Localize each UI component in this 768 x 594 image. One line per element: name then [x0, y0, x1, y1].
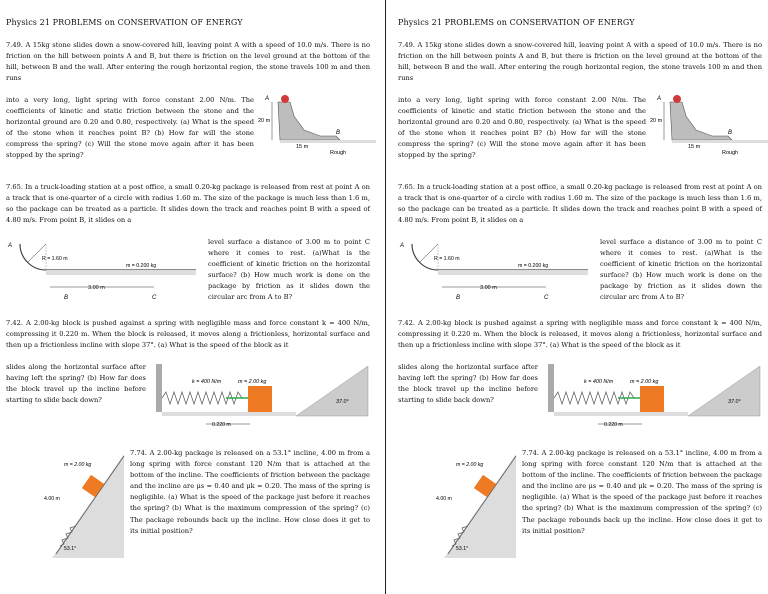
compression-label-copy: 0.220 m — [604, 422, 623, 428]
track-point-c: C — [152, 295, 157, 301]
hill-height-label: 20 m — [258, 118, 271, 124]
problem-7-49-text: 7.49. A 15kg stone slides down a snow-covered hill, leaving point A with a speed of 10.0 m/s. There is no friction on the hill between points A and B, but there is friction on the level ground at the bottom of the hill, between B and the wall. After entering the rough horizontal region, the stone travels 100 m and then runs — [6, 41, 370, 83]
track-point-b-copy: B — [456, 295, 461, 301]
compression-label: 0.220 m — [212, 422, 231, 428]
track-point-a: A — [8, 243, 13, 249]
block-mass-label-copy: m = 2.00 kg — [630, 379, 659, 385]
spring-incline-figure-copy — [544, 358, 762, 432]
hill-shape — [278, 102, 340, 140]
spring-constant-label-copy: k = 400 N/m — [584, 379, 614, 385]
circular-track-figure — [6, 238, 206, 303]
problem-7-74-text: 7.74. A 2.00-kg package is released on a 53.1° incline, 4.00 m from a long spring with force constant 120 N/m that is attached at the bottom of the incline. The coefficients of friction between the package and the incline are μs = 0.40 and μk = 0.20. The mass of the spring is negligible. (a) What is the speed of the package just before it reaches the spring? (b) What is the maximum compression of the spring? (c) The package rebounds back up the incline. How close does it get to its initial position? — [130, 449, 370, 535]
incline-angle-label-copy: 37.0° — [728, 399, 741, 405]
package-mass-label-2-copy: m = 2.00 kg — [456, 462, 484, 468]
track-floor — [46, 270, 196, 275]
problem-7-74-text-copy: 7.74. A 2.00-kg package is released on a 53.1° incline, 4.00 m from a long spring with force constant 120 N/m that is attached at the bottom of the incline. The coefficients of friction between the package and the incline are μs = 0.40 and μk = 0.20. The mass of the spring is negligible. (a) What is the speed of the package just before it reaches the spring? (b) What is the maximum compression of the spring? (c) The package rebounds back up the incline. How close does it get to its initial position? — [522, 449, 762, 535]
hill-height-label-copy: 20 m — [650, 118, 663, 124]
problem-7-49-text-copy: 7.49. A 15kg stone slides down a snow-covered hill, leaving point A with a speed of 10.0 m/s. There is no friction on the hill between points A and B, but there is friction on the level ground at the bottom of the hill, between B and the wall. After entering the rough horizontal region, the stone travels 100 m and then runs — [398, 41, 762, 83]
circular-track-figure-copy — [398, 238, 598, 303]
problem-7-42-side-text-copy: slides along the horizontal surface after having left the spring? (b) How far does the block travel up the incline before starting to slide back down? — [398, 363, 538, 405]
stone-hill-figure-copy — [650, 90, 768, 160]
package-mass-label-copy: m = 0.200 kg — [518, 263, 549, 269]
slope-angle-label: 53.1° — [64, 546, 77, 552]
page-header: Physics 21 PROBLEMS on CONSERVATION OF ENERGY — [6, 18, 243, 27]
stone-hill-figure — [258, 90, 376, 160]
page-header-copy: Physics 21 PROBLEMS on CONSERVATION OF ENERGY — [398, 18, 635, 27]
hill-point-a: A — [265, 96, 270, 102]
slope-distance-label: 4.00 m — [44, 496, 60, 502]
problem-7-65-side-text-copy: level surface a distance of 3.00 m to point C where it comes to rest. (a)What is the coefficient of kinetic friction on the horizontal surface? (b) How much work is done on the package by friction as it slides down the circular arc from A to B? — [600, 238, 762, 302]
rough-label-copy: Rough — [722, 150, 739, 156]
stone-marker — [281, 95, 289, 103]
floor — [162, 412, 296, 416]
right-column — [398, 0, 768, 594]
problem-7-49-side-text-copy: into a very long, light spring with force constant 2.00 N/m. The coefficients of kinetic and static friction between the stone and the horizontal ground are 0.20 and 0.80, respectively. (a) What is the speed of the stone when it reaches point B? (b) How far will the stone compress the spring? (c) Will the stone move again after it has been stopped by the spring? — [398, 96, 646, 160]
spring-incline-figure — [152, 358, 370, 432]
hill-distance-label: 15 m — [296, 144, 309, 150]
incline — [296, 366, 368, 416]
radius-label: R = 1.60 m — [42, 256, 68, 262]
problem-7-42-side-text: slides along the horizontal surface after having left the spring? (b) How far does the block travel up the incline before starting to slide back down? — [6, 363, 146, 405]
radius-label-copy: R = 1.60 m — [434, 256, 460, 262]
spring-constant-label: k = 400 N/m — [192, 379, 222, 385]
ground-strip — [280, 140, 376, 143]
track-point-a-copy: A — [400, 243, 405, 249]
hill-point-a-copy: A — [657, 96, 662, 102]
slope-distance-label-copy: 4.00 m — [436, 496, 452, 502]
slope-angle-label-copy: 53.1° — [456, 546, 469, 552]
wall — [156, 364, 162, 412]
problem-7-65-text: 7.65. In a truck-loading station at a post office, a small 0.20-kg package is released from rest at point A on a track that is one-quarter of a circle with radius 1.60 m. The size of the package is much less than 1.6 m, so the package can be treated as a particle. It slides down the track and reaches point B with a speed of 4.80 m/s. From point B, it slides on a — [6, 183, 370, 225]
package-mass-label: m = 0.200 kg — [126, 263, 157, 269]
problem-7-42-text: 7.42. A 2.00-kg block is pushed against a spring with negligible mass and force constant k = 400 N/m, compressing it 0.220 m. When the block is released, it moves along a frictionless, horizontal surface and then up a frictionless incline with slope 37°. (a) What is the speed of the block as it — [6, 319, 370, 350]
hill-point-b: B — [336, 130, 341, 136]
track-point-b: B — [64, 295, 69, 301]
rough-label: Rough — [330, 150, 347, 156]
track-distance-label-copy: 3.00 m — [480, 285, 497, 291]
track-point-c-copy: C — [544, 295, 549, 301]
block — [248, 386, 272, 412]
spring-slope-figure — [44, 450, 126, 560]
hill-distance-label-copy: 15 m — [688, 144, 701, 150]
hill-point-b-copy: B — [728, 130, 733, 136]
spring-slope-figure-copy — [436, 450, 518, 560]
package-mass-label-2: m = 2.00 kg — [64, 462, 92, 468]
problem-7-65-side-text: level surface a distance of 3.00 m to point C where it comes to rest. (a)What is the coefficient of kinetic friction on the horizontal surface? (b) How much work is done on the package by friction as it slides down the circular arc from A to B? — [208, 238, 370, 302]
incline-angle-label: 37.0° — [336, 399, 349, 405]
track-distance-label: 3.00 m — [88, 285, 105, 291]
problem-7-49-side-text: into a very long, light spring with force constant 2.00 N/m. The coefficients of kinetic and static friction between the stone and the horizontal ground are 0.20 and 0.80, respectively. (a) What is the speed of the stone when it reaches point B? (b) How far will the stone compress the spring? (c) Will the stone move again after it has been stopped by the spring? — [6, 96, 254, 160]
block-mass-label: m = 2.00 kg — [238, 379, 267, 385]
left-column — [6, 0, 376, 594]
page-divider — [385, 0, 386, 594]
problem-7-42-text-copy: 7.42. A 2.00-kg block is pushed against a spring with negligible mass and force constant k = 400 N/m, compressing it 0.220 m. When the block is released, it moves along a frictionless, horizontal surface and then up a frictionless incline with slope 37°. (a) What is the speed of the block as it — [398, 319, 762, 350]
problem-7-65-text-copy: 7.65. In a truck-loading station at a post office, a small 0.20-kg package is released from rest at point A on a track that is one-quarter of a circle with radius 1.60 m. The size of the package is much less than 1.6 m, so the package can be treated as a particle. It slides down the track and reaches point B with a speed of 4.80 m/s. From point B, it slides on a — [398, 183, 762, 225]
